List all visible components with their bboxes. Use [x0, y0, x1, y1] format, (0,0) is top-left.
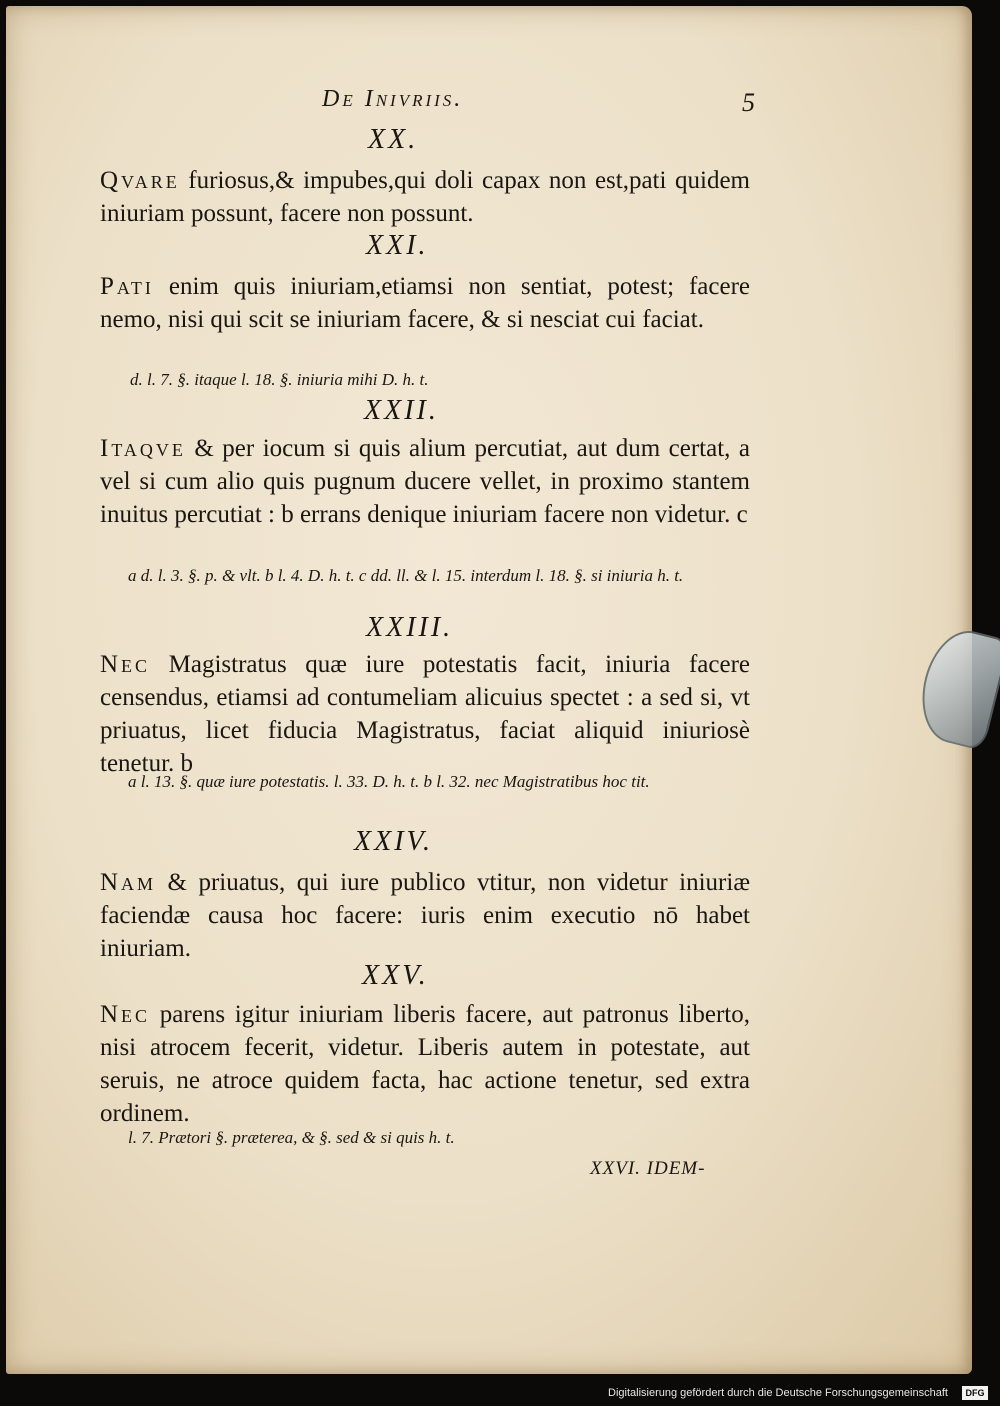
- paragraph-lead: Nec: [100, 1001, 151, 1028]
- legal-reference: d. l. 7. §. itaque l. 18. §. iniuria mihi D. h. t.: [130, 370, 429, 389]
- paragraph-lead: Nam: [100, 869, 157, 896]
- paragraph-body: & per iocum si quis alium percutiat, aut dum certat, a vel si cum alio quis pugnum ducere vellet, in proximo stantem inuitus percutiat : b errans denique iniuriam facere non videtur. c: [100, 435, 750, 528]
- catchword: XXVI. IDEM-: [590, 1158, 706, 1179]
- paragraph: [100, 648, 750, 780]
- paragraph-lead: Nec: [100, 651, 151, 678]
- paragraph-lead: Itaqve: [100, 435, 186, 462]
- paragraph-body: Magistratus quæ iure potestatis facit, iniuria facere censendus, etiamsi ad contumeliam alicuius spectet : a sed si, vt priuatus, licet fiducia Magistratus, faciat aliquid iniuriosè tenetur. b: [100, 651, 750, 777]
- section-numeral: XXI.: [366, 230, 429, 261]
- paragraph: [100, 432, 750, 531]
- paragraph-body: parens igitur iniuriam liberis facere, aut patronus liberto, nisi atrocem fecerit, videtur. Liberis autem in potestate, aut seruis, ne atroce quidem facta, hac actione tenetur, sed extra ordinem.: [100, 1001, 750, 1127]
- section-numeral: XXV.: [362, 960, 429, 991]
- paragraph: [100, 164, 750, 230]
- paragraph-body: enim quis iniuriam,etiamsi non sentiat, potest; facere nemo, nisi qui scit se iniuriam facere, & si nesciat cui faciat.: [100, 273, 750, 333]
- section-numeral: XXII.: [364, 395, 439, 426]
- paragraph: [100, 270, 750, 336]
- paragraph: [100, 998, 750, 1130]
- paragraph: [100, 866, 750, 965]
- legal-reference: a l. 13. §. quæ iure potestatis. l. 33. D. h. t. b l. 32. nec Magistratibus hoc tit.: [128, 772, 650, 791]
- section-numeral: XXIII.: [366, 612, 454, 643]
- section-numeral: XXIV.: [354, 826, 434, 857]
- running-title: De Inivriis.: [322, 86, 464, 112]
- section-numeral: XX.: [368, 124, 419, 155]
- legal-reference: a d. l. 3. §. p. & vlt. b l. 4. D. h. t. c dd. ll. & l. 15. interdum l. 18. §. si iniuria h. t.: [128, 566, 684, 585]
- paragraph-lead: Pati: [100, 273, 154, 300]
- digitization-credit: Digitalisierung gefördert durch die Deutsche Forschungsgemeinschaft: [608, 1387, 948, 1399]
- legal-reference: l. 7. Prætori §. præterea, & §. sed & si quis h. t.: [128, 1128, 455, 1147]
- paragraph-lead: Qvare: [100, 167, 180, 194]
- dfg-logo: DFG: [962, 1386, 988, 1400]
- page-number: 5: [742, 88, 755, 117]
- paragraph-body: furiosus,& impubes,qui doli capax non est,pati quidem iniuriam possunt, facere non possunt.: [100, 167, 750, 227]
- paragraph-body: & priuatus, qui iure publico vtitur, non videtur iniuriæ faciendæ causa hoc facere: iuris enim executio nō habet iniuriam.: [100, 869, 750, 962]
